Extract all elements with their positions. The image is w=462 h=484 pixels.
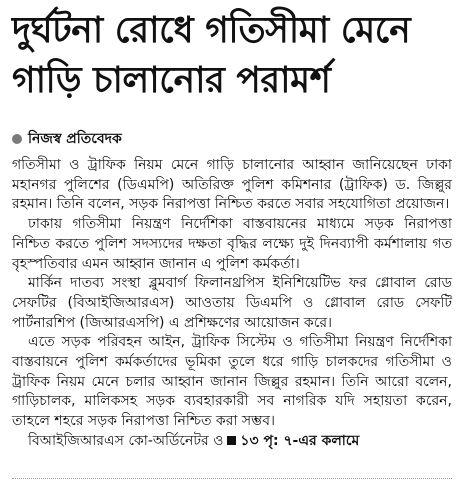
bottom-divider xyxy=(12,478,452,479)
headline-line-2: গাড়ি চালানোর পরামর্শ xyxy=(12,60,331,101)
paragraph-3: মার্কিন দাতব্য সংস্থা ব্লুমবার্গ ফিলানথ্রপিস ইনিশিয়েটিভ ফর গ্লোবাল রোড সেফটির (বিআইজিআরএস) আওতায় ডিএমপি ও গ্লোবাল রোড সেফটি পার্টনারশিপ (জিআরএসপি) এ প্রশিক্ষণের আয়োজন করে। xyxy=(12,275,452,331)
paragraph-1: গতিসীমা ও ট্রাফিক নিয়ম মেনে গাড়ি চালানোর আহ্বান জানিয়েছেন ঢাকা মহানগর পুলিশের (ডিএমপি) অতিরিক্ত পুলিশ কমিশনার (ট্রাফিক) ড. জিল্লুর রহমান। তিনি বলেন, সড়ক নিরাপত্তা নিশ্চিত করতে সবার সহযোগিতা প্রয়োজন। xyxy=(12,157,452,213)
paragraph-2: ঢাকায় গতিসীমা নিয়ন্ত্রণ নির্দেশিকা বাস্তবায়নের মাধ্যমে সড়ক নিরাপত্তা নিশ্চিত করতে পুলিশ সদস্যদের দক্ষতা বৃদ্ধির লক্ষ্যে দুই দিনব্যাপী কর্মশালায় গত বৃহস্পতিবার এমন আহ্বান জানান এ পুলিশ কর্মকর্তা। xyxy=(12,216,452,272)
article-body xyxy=(12,156,452,452)
continuation-text: বিআইজিআরএস কো-অর্ডিনেটর ও xyxy=(28,432,224,449)
headline xyxy=(12,6,452,106)
byline xyxy=(12,130,452,148)
continuation-reference: ১৩ পৃ: ৭-এর কলামে xyxy=(240,432,360,449)
paragraph-4: এতে সড়ক পরিবহন আইন, ট্রাফিক সিস্টেম ও গতিসীমা নিয়ন্ত্রণ নির্দেশিকা বাস্তবায়নে পুলিশ কর্মকর্তাদের ভূমিকা তুলে ধরে গাড়ি চালকদের গতিসীমা ও ট্রাফিক নিয়ম মেনে চলার আহ্বান জানান জিল্লুর রহমান। তিনি আরো বলেন, গাড়িচালক, মালিকসহ সড়ক ব্যবহারকারী সব নাগরিক যদি সহায়তা করেন, তাহলে শহরে সড়ক নিরাপত্তা নিশ্চিত করা সম্ভব। xyxy=(12,334,452,430)
square-bullet-icon xyxy=(227,436,236,445)
continuation-line xyxy=(12,432,452,452)
bullet-icon xyxy=(12,134,22,144)
byline-text: নিজস্ব প্রতিবেদক xyxy=(28,131,122,147)
headline-line-1: দুর্ঘটনা রোধে গতিসীমা মেনে xyxy=(12,10,411,51)
